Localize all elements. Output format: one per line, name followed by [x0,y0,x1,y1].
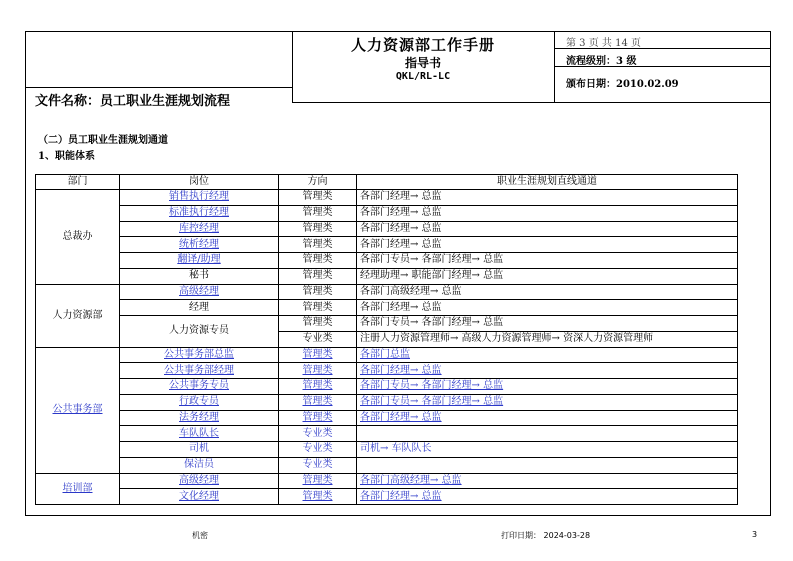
path-cell-wrapper [357,457,738,473]
position-cell-wrapper [120,426,279,442]
dept-cell[interactable]: 公共事务部 [52,404,103,415]
position-cell[interactable]: 高级经理 [179,285,219,297]
document-code: QKL/RL-LC [395,71,451,82]
direction-cell: 管理类 [302,191,333,203]
subsection-heading: 1、职能体系 [38,151,95,162]
path-cell[interactable]: 各部门总监 [360,348,410,360]
position-cell-wrapper [120,316,279,348]
table-row [36,410,738,426]
position-cell[interactable]: 统析经理 [179,238,219,250]
position-cell-wrapper [120,410,279,426]
career-path-table [35,174,738,505]
path-cell[interactable]: 各部门经理→ 总监 [360,490,442,502]
table-row [36,426,738,442]
dept-cell-wrapper [36,190,120,285]
path-cell: 各部门专员→ 各部门经理→ 总监 [360,317,504,329]
direction-cell-wrapper [279,300,357,316]
position-cell[interactable]: 公共事务部经理 [164,364,234,376]
direction-cell: 专业类 [302,459,333,471]
position-cell: 人力资源专员 [169,325,229,337]
path-cell-wrapper [357,284,738,300]
path-cell: 各部门高级经理→ 总监 [360,285,462,297]
table-row [36,347,738,363]
direction-cell-wrapper [279,268,357,284]
path-cell-wrapper [357,205,738,221]
direction-cell-wrapper [279,442,357,458]
direction-cell: 管理类 [302,317,333,329]
path-cell: 各部门经理→ 总监 [360,222,442,234]
position-cell-wrapper [120,190,279,206]
table-row [36,457,738,473]
table-row [36,221,738,237]
col-header-path: 职业生涯规划直线通道 [357,175,738,190]
direction-cell-wrapper [279,489,357,505]
position-cell: 秘书 [189,270,209,282]
direction-cell: 专业类 [302,333,333,345]
path-cell-wrapper [357,363,738,379]
direction-cell-wrapper [279,473,357,489]
path-cell-wrapper [357,190,738,206]
direction-cell-wrapper [279,237,357,253]
section-heading: （二）员工职业生涯规划通道 [38,135,168,146]
position-cell: 保洁员 [184,459,214,471]
table-row [36,473,738,489]
col-header-position: 岗位 [120,175,279,190]
direction-cell-wrapper [279,331,357,347]
header-rule-left [25,87,292,88]
position-cell[interactable]: 库控经理 [179,222,219,234]
position-cell-wrapper [120,394,279,410]
dept-cell: 总裁办 [62,230,93,242]
position-cell-wrapper [120,379,279,395]
direction-cell-wrapper [279,426,357,442]
direction-cell-wrapper [279,221,357,237]
publish-date: 颁布日期：2010.02.09 [566,79,679,90]
path-cell: 注册人力资源管理师→ 高级人力资源管理师→ 资深人力资源管理师 [360,333,654,345]
position-cell[interactable]: 法务经理 [179,411,219,423]
position-cell[interactable]: 销售执行经理 [169,191,229,203]
position-cell-wrapper [120,221,279,237]
table-row [36,379,738,395]
page-info: 第 3 页 共 14 页 [566,38,641,49]
footer-page-number: 3 [752,530,758,539]
table-row [36,284,738,300]
table-row [36,300,738,316]
path-cell: 司机→ 车队队长 [360,443,432,455]
position-cell[interactable]: 车队队长 [179,427,219,439]
position-cell[interactable]: 标准执行经理 [169,207,229,219]
position-cell-wrapper [120,347,279,363]
dept-cell[interactable]: 培训部 [62,482,93,494]
position-cell[interactable]: 高级经理 [179,474,219,486]
direction-cell: 管理类 [302,301,333,313]
position-cell-wrapper [120,284,279,300]
col-header-direction: 方向 [279,175,357,190]
direction-cell: 管理类 [302,222,333,234]
path-cell-wrapper [357,253,738,269]
document-name: 文件名称：员工职业生涯规划流程 [35,94,231,109]
direction-cell-wrapper [279,205,357,221]
path-cell-wrapper [357,442,738,458]
position-cell-wrapper [120,237,279,253]
path-cell-wrapper [357,237,738,253]
path-cell[interactable]: 各部门专员→ 各部门经理→ 总监 [360,396,504,408]
table-row [36,253,738,269]
path-cell: 各部门经理→ 总监 [360,238,442,250]
direction-cell: 专业类 [302,427,333,439]
direction-cell: 管理类 [302,254,333,266]
table-row [36,394,738,410]
direction-cell-wrapper [279,410,357,426]
col-header-dept: 部门 [36,175,120,190]
position-cell-wrapper [120,363,279,379]
direction-cell-wrapper [279,316,357,332]
direction-cell-wrapper [279,379,357,395]
position-cell-wrapper [120,473,279,489]
position-cell: 经理 [189,301,209,313]
direction-cell: 管理类 [302,285,333,297]
position-cell-wrapper [120,457,279,473]
path-cell-wrapper [357,316,738,332]
path-cell-wrapper [357,410,738,426]
direction-cell-wrapper [279,347,357,363]
position-cell-wrapper [120,489,279,505]
direction-cell-wrapper [279,284,357,300]
manual-title: 人力资源部工作手册 [350,36,495,54]
footer-print-date: 打印日期： 2024-03-28 [501,531,591,540]
path-cell-wrapper [357,473,738,489]
header-rule-bottom [292,102,771,103]
position-cell-wrapper [120,205,279,221]
position-cell[interactable]: 翻译/助理 [177,254,221,266]
table-row [36,363,738,379]
path-cell-wrapper [357,347,738,363]
direction-cell-wrapper [279,457,357,473]
table-row [36,316,738,332]
table-header-row [36,175,738,190]
position-cell[interactable]: 文化经理 [179,490,219,502]
path-cell-wrapper [357,394,738,410]
path-cell-wrapper [357,268,738,284]
position-cell-wrapper [120,300,279,316]
table-row [36,489,738,505]
path-cell-wrapper [357,331,738,347]
path-cell: 各部门专员→ 各部门经理→ 总监 [360,254,504,266]
path-cell-wrapper [357,221,738,237]
direction-cell: 管理类 [302,270,333,282]
path-cell: 各部门经理→ 总监 [360,301,442,313]
position-cell-wrapper [120,253,279,269]
process-level: 流程级别：3 级 [566,56,637,67]
dept-cell-wrapper [36,347,120,473]
path-cell[interactable]: 各部门专员→ 各部门经理→ 总监 [360,380,504,392]
direction-cell[interactable]: 管理类 [302,364,333,376]
dept-cell: 人力资源部 [52,309,103,321]
path-cell: 经理助理→ 职能部门经理→ 总监 [360,270,504,282]
direction-cell-wrapper [279,190,357,206]
path-cell: 各部门经理→ 总监 [360,207,442,219]
direction-cell[interactable]: 管理类 [302,474,333,486]
table-row [36,237,738,253]
direction-cell-wrapper [279,394,357,410]
direction-cell-wrapper [279,363,357,379]
path-cell-wrapper [357,379,738,395]
direction-cell: 管理类 [302,238,333,250]
position-cell: 司机 [189,443,209,455]
footer-confidential: 机密 [192,531,208,540]
table-row [36,205,738,221]
direction-cell: 专业类 [302,443,333,455]
path-cell-wrapper [357,426,738,442]
direction-cell[interactable]: 管理类 [302,490,333,502]
position-cell[interactable]: 行政专员 [179,396,219,408]
direction-cell-wrapper [279,253,357,269]
manual-subtitle: 指导书 [404,56,441,70]
position-cell-wrapper [120,442,279,458]
direction-cell: 管理类 [302,207,333,219]
direction-cell[interactable]: 管理类 [302,380,333,392]
table-row [36,442,738,458]
position-cell[interactable]: 公共事务专员 [169,380,229,392]
dept-cell-wrapper [36,473,120,505]
direction-cell[interactable]: 管理类 [302,411,333,423]
dept-cell-wrapper [36,284,120,347]
table-row [36,268,738,284]
position-cell-wrapper [120,268,279,284]
table-row [36,190,738,206]
path-cell-wrapper [357,300,738,316]
path-cell[interactable]: 各部门高级经理→ 总监 [360,474,462,486]
path-cell: 各部门经理→ 总监 [360,191,442,203]
position-cell[interactable]: 公共事务部总监 [164,348,234,360]
path-cell-wrapper [357,489,738,505]
direction-cell[interactable]: 管理类 [302,396,333,408]
direction-cell[interactable]: 管理类 [302,348,333,360]
path-cell[interactable]: 各部门经理→ 总监 [360,364,442,376]
path-cell[interactable]: 各部门经理→ 总监 [360,411,442,423]
